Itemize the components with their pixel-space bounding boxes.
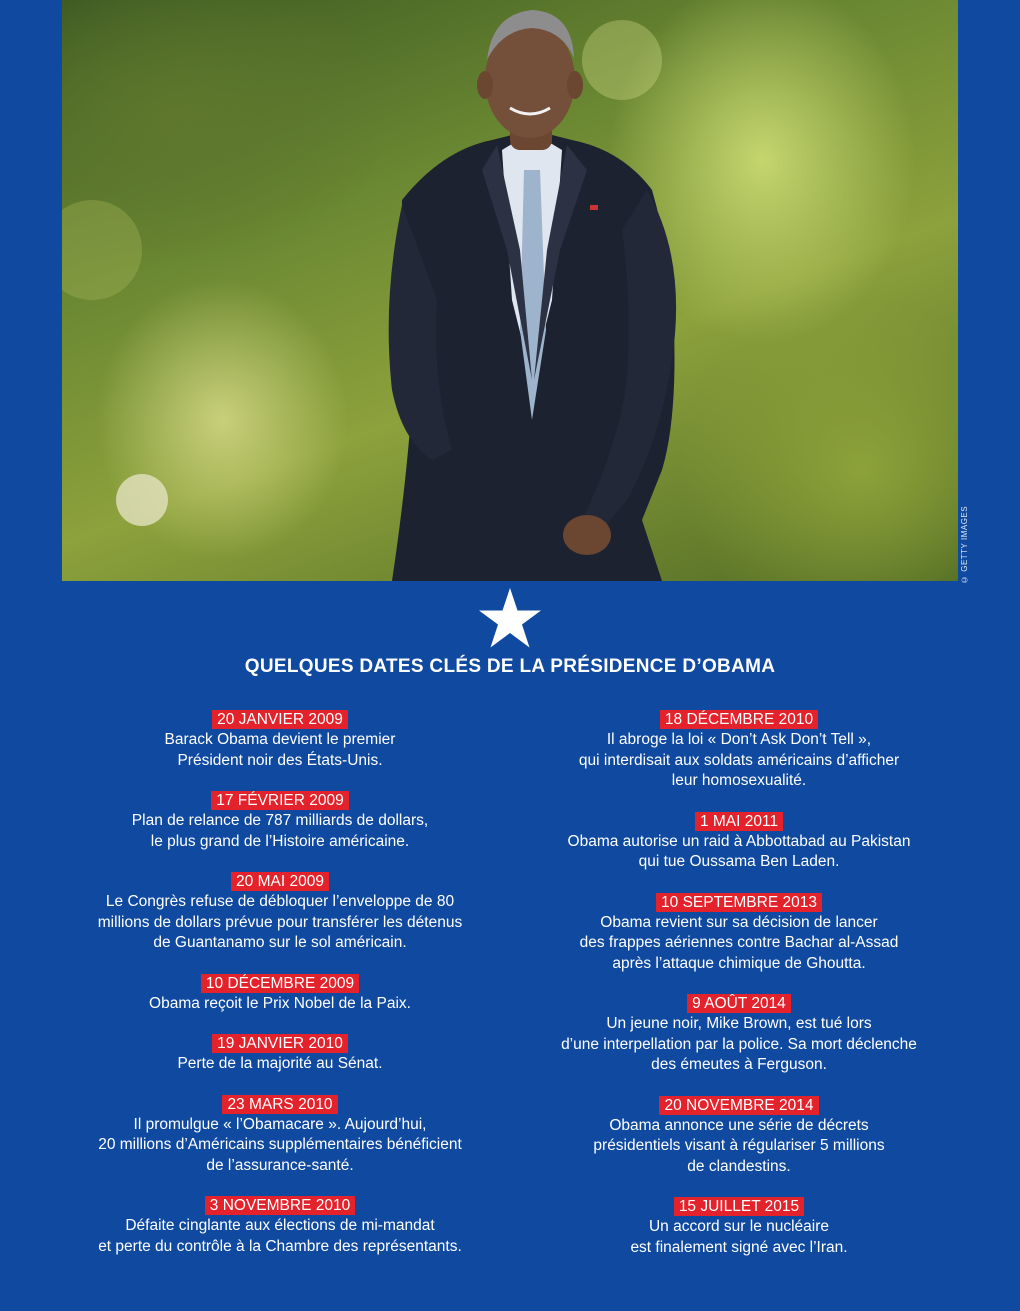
timeline-entry <box>509 812 969 873</box>
entry-text: Obama autorise un raid à Abbottabad au Pakistan qui tue Oussama Ben Laden. <box>567 832 911 870</box>
timeline-entry <box>509 710 969 792</box>
entry-text: Il promulgue « l’Obamacare ». Aujourd’hui, 20 millions d’Américains supplémentaires bénéficient de l’assurance-santé. <box>98 1115 462 1174</box>
entry-text: Obama revient sur sa décision de lancer des frappes aériennes contre Bachar al-Assad après l’attaque chimique de Ghoutta. <box>579 913 899 972</box>
date-badge: 1 MAI 2011 <box>695 812 783 831</box>
entry-text: Plan de relance de 787 milliards de dollars, le plus grand de l’Histoire américaine. <box>131 812 429 850</box>
timeline-entry <box>50 1095 510 1177</box>
date-badge: 10 SEPTEMBRE 2013 <box>656 893 822 912</box>
entry-text: Barack Obama devient le premier Président noir des États-Unis. <box>164 731 396 769</box>
entry-text: Le Congrès refuse de débloquer l’enveloppe de 80 millions de dollars prévue pour transférer les détenus de Guantanamo sur le sol américain. <box>97 893 463 951</box>
timeline-entry <box>50 974 510 1015</box>
entry-text: Obama annonce une série de décrets présidentiels visant à régulariser 5 millions de clandestins. <box>593 1116 885 1175</box>
timeline-entry <box>509 1096 969 1178</box>
obama-photo <box>62 0 958 581</box>
date-badge: 19 JANVIER 2010 <box>212 1034 348 1053</box>
timeline-entry <box>50 791 510 852</box>
date-badge: 10 DÉCEMBRE 2009 <box>201 974 359 993</box>
timeline-entry <box>509 1197 969 1258</box>
photo-credit: © GETTY IMAGES <box>960 505 969 584</box>
timeline-entry <box>50 710 510 771</box>
timeline-right-column <box>509 710 969 1278</box>
entry-text: Un accord sur le nucléaire est finalement signé avec l’Iran. <box>630 1218 848 1256</box>
timeline-left-column <box>50 710 510 1277</box>
date-badge: 15 JUILLET 2015 <box>674 1197 804 1216</box>
timeline-entry <box>509 994 969 1076</box>
date-badge: 20 NOVEMBRE 2014 <box>659 1096 818 1115</box>
obama-figure-illustration <box>62 0 958 581</box>
star-icon <box>478 588 542 648</box>
date-badge: 23 MARS 2010 <box>222 1095 337 1114</box>
entry-text: Il abroge la loi « Don’t Ask Don’t Tell », qui interdisait aux soldats américains d’afficher leur homosexualité. <box>578 731 900 789</box>
entry-text: Défaite cinglante aux élections de mi-mandat et perte du contrôle à la Chambre des représentants. <box>98 1217 462 1255</box>
page-title: QUELQUES DATES CLÉS DE LA PRÉSIDENCE D’OBAMA <box>244 656 776 677</box>
entry-text: Obama reçoit le Prix Nobel de la Paix. <box>149 994 411 1012</box>
timeline-entry <box>50 1034 510 1075</box>
date-badge: 3 NOVEMBRE 2010 <box>205 1196 355 1215</box>
date-badge: 20 MAI 2009 <box>231 872 329 891</box>
timeline-entry <box>509 893 969 975</box>
date-badge: 9 AOÛT 2014 <box>687 994 791 1013</box>
date-badge: 20 JANVIER 2009 <box>212 710 348 729</box>
timeline-entry <box>50 1196 510 1257</box>
date-badge: 18 DÉCEMBRE 2010 <box>660 710 818 729</box>
entry-text: Perte de la majorité au Sénat. <box>177 1055 383 1072</box>
date-badge: 17 FÉVRIER 2009 <box>211 791 349 810</box>
timeline-entry <box>50 872 510 954</box>
entry-text: Un jeune noir, Mike Brown, est tué lors d’une interpellation par la police. Sa mort déclenche des émeutes à Ferguson. <box>561 1015 917 1073</box>
